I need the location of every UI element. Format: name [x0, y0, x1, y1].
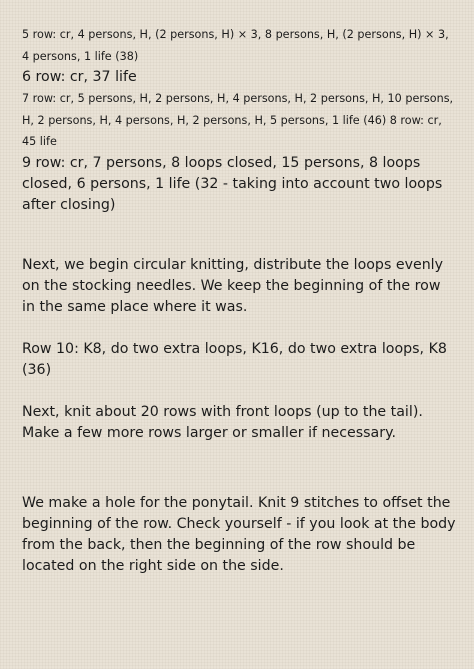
spacer — [22, 216, 456, 255]
front-loops-paragraph: Next, knit about 20 rows with front loops (up to the tail). Make a few more rows larger or smaller if necessary. — [22, 403, 423, 441]
circular-knitting-paragraph: Next, we begin circular knitting, distribute the loops evenly on the stocking needles. We keep the beginning of the row in the same place where it was. — [22, 256, 444, 315]
row-10-paragraph: Row 10: K8, do two extra loops, K16, do two extra loops, K8 (36) — [22, 340, 447, 378]
row-5-instruction: 5 row: cr, 4 persons, H, (2 persons, H) × 3, 8 persons, H, (2 persons, H) × 3, 4 persons, 1 life (38) — [22, 28, 449, 63]
ponytail-paragraph: We make a hole for the ponytail. Knit 9 stitches to offset the beginning of the row. Check yourself - if you look at the body from the back, then the beginning of the row should be located on the right side on the side. — [22, 494, 456, 574]
spacer — [22, 318, 456, 339]
spacer — [22, 381, 456, 402]
row-7-8-instruction: 7 row: cr, 5 persons, H, 2 persons, H, 4 persons, H, 2 persons, H, 10 persons, H, 2 persons, H, 4 persons, H, 2 persons, H, 5 persons, 1 life (46) 8 row: cr, 45 life — [22, 92, 454, 148]
row-6-instruction: 6 row: cr, 37 life — [22, 69, 137, 85]
spacer — [22, 444, 456, 493]
row-9-instruction: 9 row: cr, 7 persons, 8 loops closed, 15 persons, 8 loops closed, 6 persons, 1 life (32 - taking into account two loops after closing) — [22, 154, 443, 213]
